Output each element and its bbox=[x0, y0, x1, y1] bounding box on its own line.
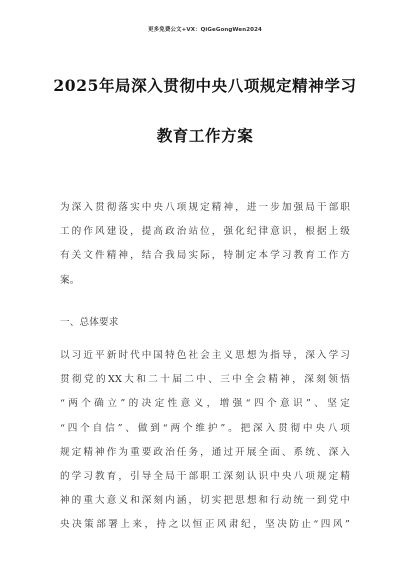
paragraph-line: 案。 bbox=[60, 274, 80, 286]
general-requirements-paragraph bbox=[60, 344, 350, 574]
paragraph-line: 有关文件精神，结合我局实际，特制定本学习教育工作方 bbox=[60, 250, 350, 262]
paragraph-line: 规定精神作为重要政治任务，通过开展全面、系统、深入 bbox=[60, 446, 350, 458]
watermark-text: 更多免费公文+VX：QiGeGongWen2024 bbox=[148, 27, 262, 33]
paragraph-line: 的学习教育，引导全局干部职工深刻认识中央八项规定精 bbox=[60, 471, 350, 483]
paragraph-line: 神的重大意义和深刻内涵，切实把思想和行动统一到党中 bbox=[60, 495, 350, 507]
paragraph-line: 以习近平新时代中国特色社会主义思想为指导，深入学习 bbox=[60, 350, 350, 361]
paragraph-line: 为深入贯彻落实中央八项规定精神，进一步加强局干部职 bbox=[60, 202, 350, 213]
paragraph-line: 贯彻党的XX大和二十届二中、三中全会精神，深刻领悟 bbox=[60, 374, 350, 386]
document-title-line-1: 2025年局深入贯彻中央八项规定精神学习 bbox=[53, 76, 357, 95]
paragraph-line: 工的作风建设，提高政治站位，强化纪律意识，根据上级 bbox=[60, 226, 350, 238]
paragraph-line: “两个确立”的决定性意义，增强“四个意识”、坚定 bbox=[60, 398, 350, 410]
paragraph-line: 央决策部署上来，持之以恒正风肃纪，坚决防止“四风” bbox=[60, 519, 350, 531]
section-heading-general-requirements: 一、总体要求 bbox=[60, 317, 119, 328]
paragraph-line: “四个自信”、做到“两个维护”。把深入贯彻中央八项 bbox=[60, 422, 350, 434]
document-title-line-2: 教育工作方案 bbox=[156, 126, 254, 145]
intro-paragraph bbox=[60, 196, 350, 293]
